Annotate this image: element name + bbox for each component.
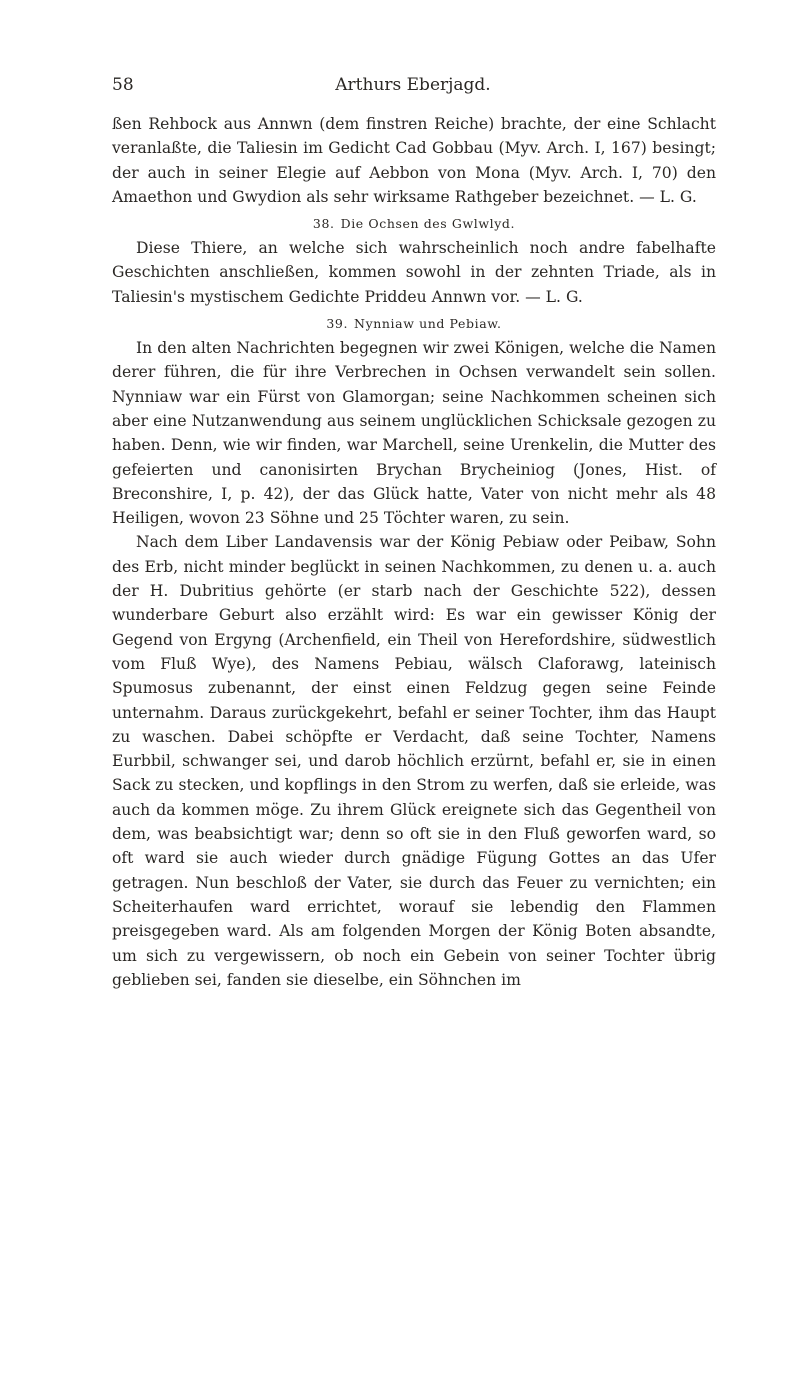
- running-title: Arthurs Eberjagd.: [335, 75, 491, 95]
- paragraph: In den alten Nachrichten begegnen wir zwei Königen, welche die Namen derer führen, die für ihre Verbrechen in Ochsen verwandelt sein sollen. Nynniaw war ein Fürst von Glamorgan; seine Nachkommen scheinen sich aber eine Nutzanwendung aus seinem unglücklichen Schicksale gezogen zu haben. Denn, wie wir finden, war Marchell, seine Urenkelin, die Mutter des gefeierten und canonisirten Brychan Brycheiniog (Jones, Hist. of Breconshire, I, p. 42), der das Glück hatte, Vater von nicht mehr als 48 Heiligen, wovon 23 Söhne und 25 Töchter waren, zu sein.: [112, 339, 716, 528]
- page-body: [112, 112, 716, 992]
- paragraph: Diese Thiere, an welche sich wahrscheinlich noch andre fabelhafte Geschichten anschließen, kommen sowohl in der zehnten Triade, als in Taliesin's mystischem Gedichte Priddeu Annwn vor. — L. G.: [112, 239, 716, 306]
- section-number: 38.: [312, 216, 335, 232]
- section-title: Die Ochsen des Gwlwlyd.: [340, 216, 516, 232]
- section-number: 39.: [326, 316, 349, 332]
- page-header: [112, 74, 714, 100]
- section-heading-38: [112, 215, 716, 233]
- section-heading-39: [112, 315, 716, 333]
- paragraph: Nach dem Liber Landavensis war der König Pebiaw oder Peibaw, Sohn des Erb, nicht minder beglückt in seinen Nachkommen, zu denen u. a. auch der H. Dubritius gehörte (er starb nach der Geschichte 522), dessen wunderbare Geburt also erzählt wird: Es war ein gewisser König der Gegend von Ergyng (Archenfield, ein Theil von Herefordshire, südwestlich vom Fluß Wye), des Namens Pebiau, wälsch Claforawg, lateinisch Spumosus zubenannt, der einst einen Feldzug gegen seine Feinde unternahm. Daraus zurückgekehrt, befahl er seiner Tochter, ihm das Haupt zu waschen. Dabei schöpfte er Verdacht, daß seine Tochter, Namens Eurbbil, schwanger sei, und darob höchlich erzürnt, befahl er, sie in einen Sack zu stecken, und kopflings in den Strom zu werfen, daß sie erleide, was auch da kommen möge. Zu ihrem Glück ereignete sich das Gegentheil von dem, was beabsichtigt war; denn so oft sie in den Fluß geworfen ward, so oft ward sie auch wieder durch gnädige Fügung Gottes an das Ufer getragen. Nun beschloß der Vater, sie durch das Feuer zu vernichten; ein Scheiterhaufen ward errichtet, worauf sie lebendig den Flammen preisgegeben ward. Als am folgenden Morgen der König Boten absandte, um sich zu vergewissern, ob noch ein Gebein von seiner Tochter übrig geblieben sei, fanden sie dieselbe, ein Söhnchen im: [112, 533, 716, 989]
- section-title: Nynniaw und Pebiaw.: [354, 316, 502, 332]
- page-number: 58: [112, 75, 134, 95]
- paragraph-continued: ßen Rehbock aus Annwn (dem finstren Reiche) brachte, der eine Schlacht veranlaßte, die Taliesin im Gedicht Cad Gobbau (Myv. Arch. I, 167) besingt; der auch in seiner Elegie auf Aebbon von Mona (Myv. Arch. I, 70) den Amaethon und Gwydion als sehr wirksame Rathgeber bezeichnet. — L. G.: [112, 115, 716, 206]
